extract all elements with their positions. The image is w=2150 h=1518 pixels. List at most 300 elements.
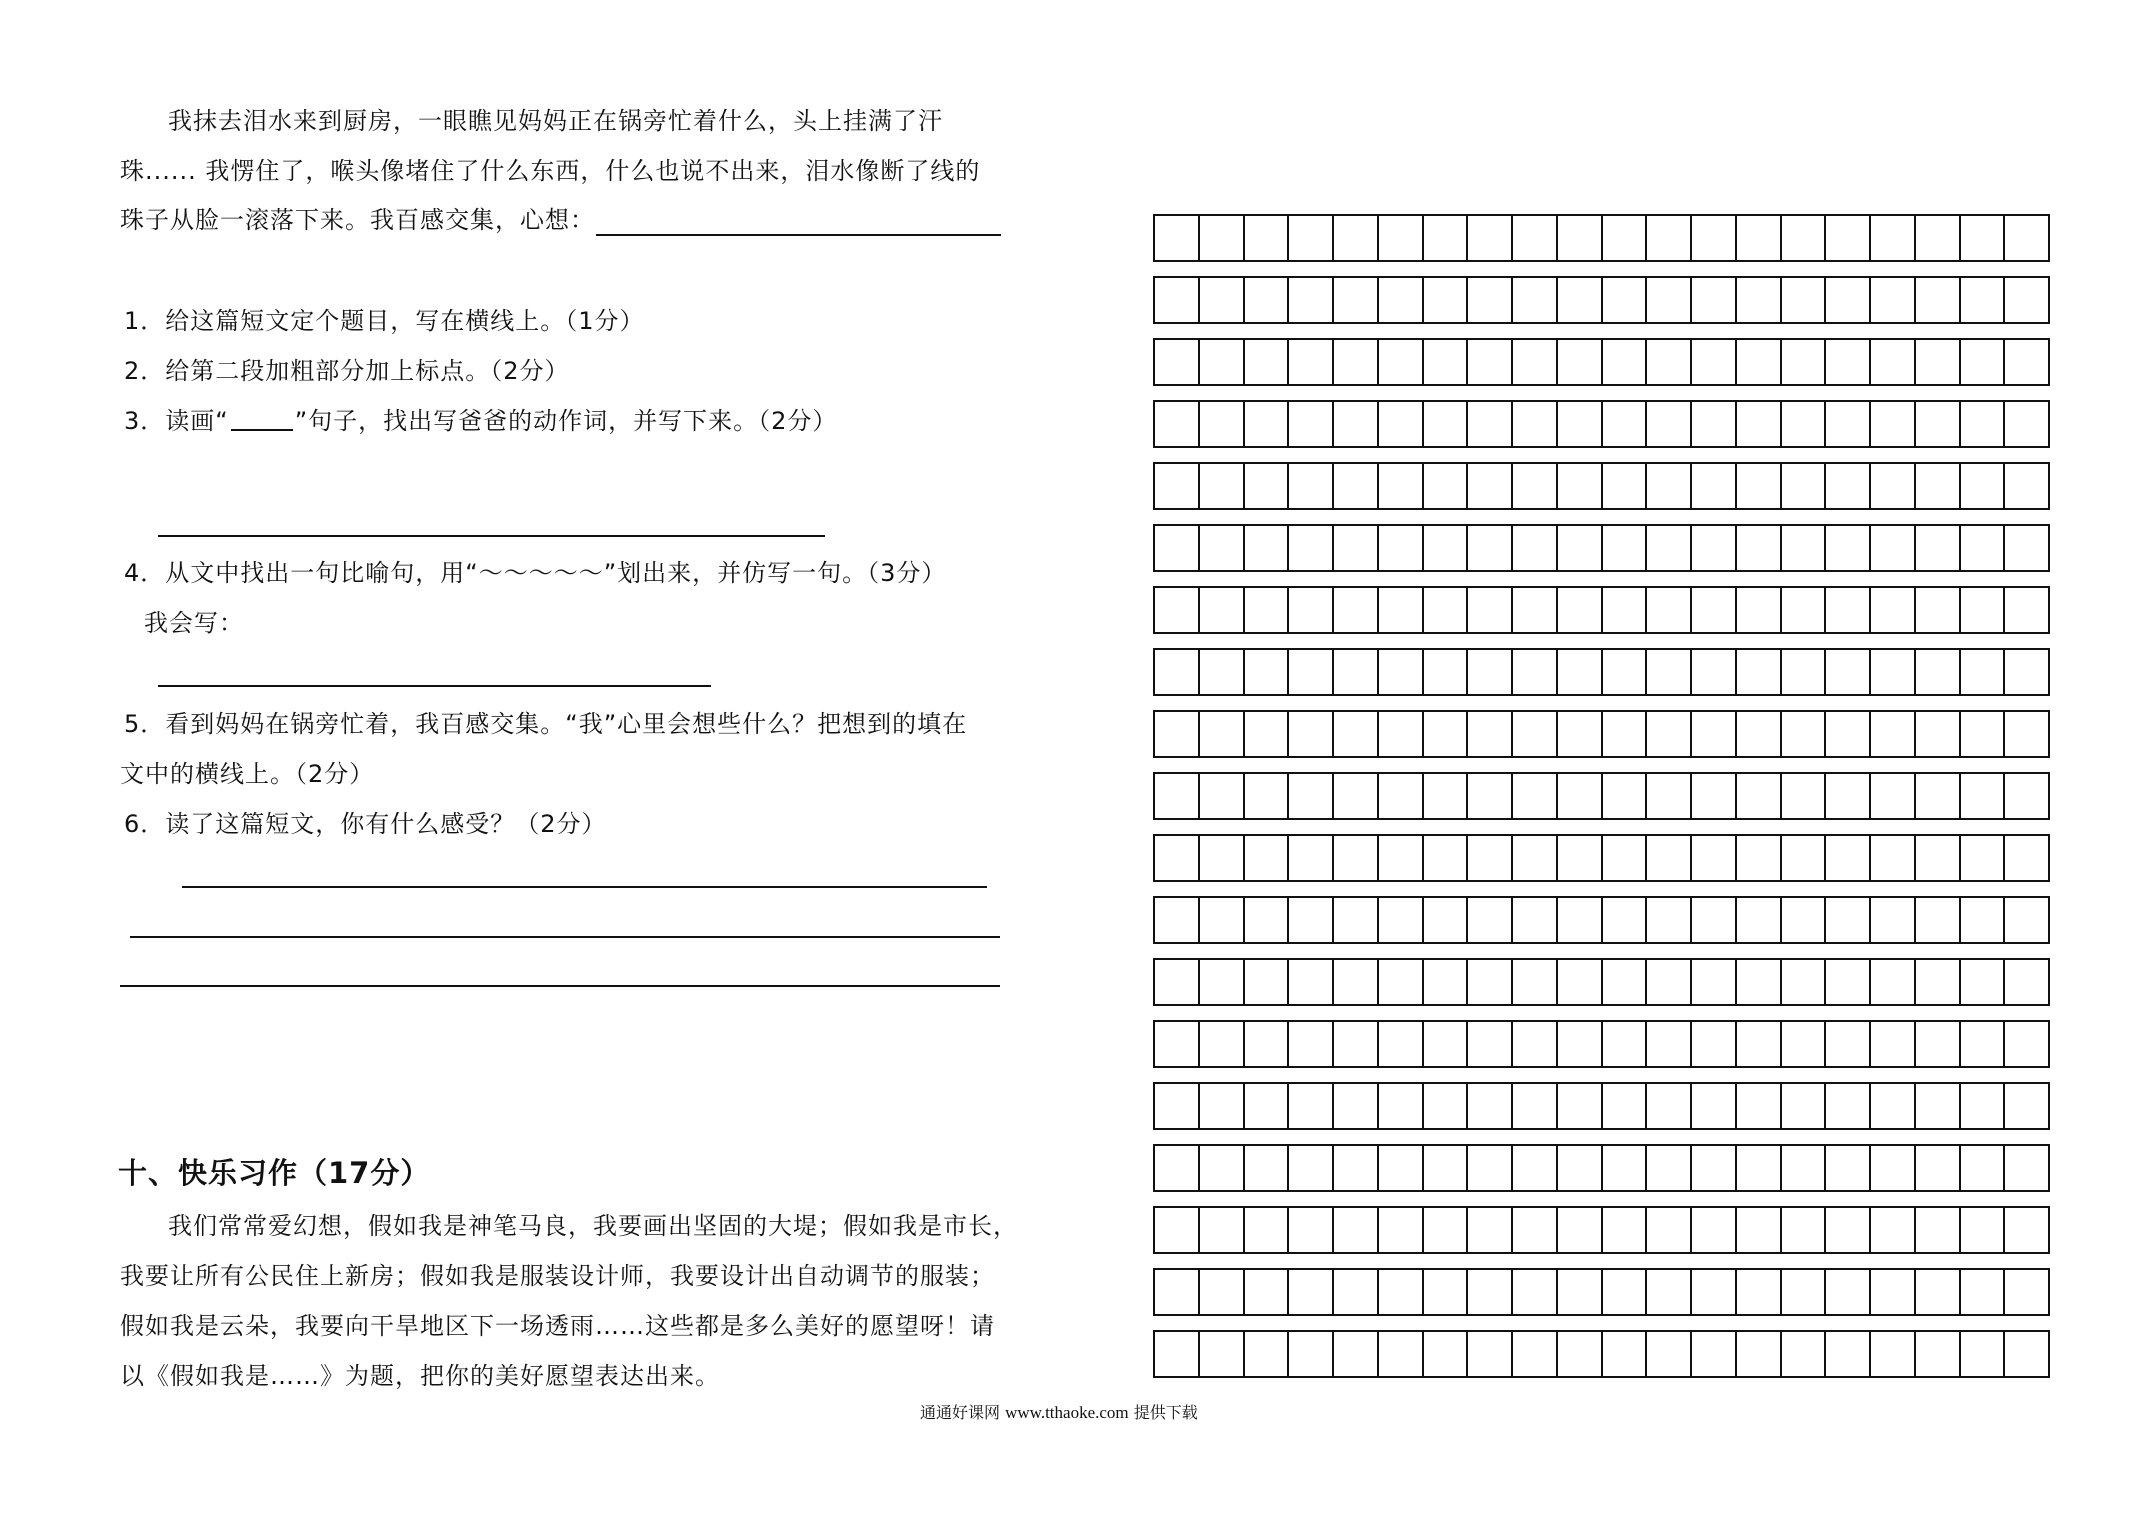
grid-cell[interactable] xyxy=(1558,898,1603,942)
grid-cell[interactable] xyxy=(2005,1270,2048,1314)
grid-cell[interactable] xyxy=(1871,526,1916,570)
grid-cell[interactable] xyxy=(1692,650,1737,694)
grid-cell[interactable] xyxy=(2005,836,2048,880)
grid-cell[interactable] xyxy=(1871,1270,1916,1314)
grid-cell[interactable] xyxy=(1826,774,1871,818)
grid-cell[interactable] xyxy=(2005,898,2048,942)
grid-cell[interactable] xyxy=(1647,712,1692,756)
grid-cell[interactable] xyxy=(1558,1270,1603,1314)
grid-cell[interactable] xyxy=(1513,1270,1558,1314)
grid-cell[interactable] xyxy=(1692,898,1737,942)
grid-cell[interactable] xyxy=(1737,526,1782,570)
grid-cell[interactable] xyxy=(1782,650,1827,694)
grid-cell[interactable] xyxy=(1245,1022,1290,1066)
grid-cell[interactable] xyxy=(1334,1084,1379,1128)
grid-cell[interactable] xyxy=(1558,1332,1603,1376)
grid-cell[interactable] xyxy=(1289,960,1334,1004)
grid-cell[interactable] xyxy=(1424,1084,1469,1128)
grid-cell[interactable] xyxy=(1916,1332,1961,1376)
grid-cell[interactable] xyxy=(1245,712,1290,756)
grid-cell[interactable] xyxy=(1603,1146,1648,1190)
grid-cell[interactable] xyxy=(1155,464,1200,508)
grid-cell[interactable] xyxy=(1379,650,1424,694)
grid-cell[interactable] xyxy=(1424,340,1469,384)
grid-cell[interactable] xyxy=(1468,402,1513,446)
grid-cell[interactable] xyxy=(1647,960,1692,1004)
grid-cell[interactable] xyxy=(1558,1208,1603,1252)
grid-cell[interactable] xyxy=(1826,1270,1871,1314)
grid-cell[interactable] xyxy=(1782,1022,1827,1066)
grid-cell[interactable] xyxy=(1334,402,1379,446)
grid-cell[interactable] xyxy=(1379,1084,1424,1128)
grid-cell[interactable] xyxy=(1782,1208,1827,1252)
grid-cell[interactable] xyxy=(1424,898,1469,942)
grid-cell[interactable] xyxy=(1379,1270,1424,1314)
grid-cell[interactable] xyxy=(1782,402,1827,446)
grid-cell[interactable] xyxy=(1424,402,1469,446)
grid-cell[interactable] xyxy=(1200,960,1245,1004)
grid-cell[interactable] xyxy=(1782,588,1827,632)
grid-cell[interactable] xyxy=(1424,526,1469,570)
grid-cell[interactable] xyxy=(1826,278,1871,322)
grid-cell[interactable] xyxy=(1916,898,1961,942)
grid-cell[interactable] xyxy=(1513,836,1558,880)
grid-cell[interactable] xyxy=(1603,278,1648,322)
grid-cell[interactable] xyxy=(2005,588,2048,632)
grid-cell[interactable] xyxy=(1692,836,1737,880)
grid-cell[interactable] xyxy=(1289,216,1334,260)
grid-cell[interactable] xyxy=(1961,464,2006,508)
grid-cell[interactable] xyxy=(1245,836,1290,880)
grid-cell[interactable] xyxy=(1961,712,2006,756)
grid-cell[interactable] xyxy=(1916,526,1961,570)
grid-cell[interactable] xyxy=(1334,1022,1379,1066)
grid-cell[interactable] xyxy=(1245,1270,1290,1314)
grid-cell[interactable] xyxy=(1424,588,1469,632)
grid-cell[interactable] xyxy=(1424,960,1469,1004)
grid-cell[interactable] xyxy=(1647,1084,1692,1128)
grid-cell[interactable] xyxy=(2005,278,2048,322)
grid-cell[interactable] xyxy=(1513,216,1558,260)
grid-cell[interactable] xyxy=(1513,712,1558,756)
grid-cell[interactable] xyxy=(1647,1022,1692,1066)
grid-cell[interactable] xyxy=(1200,1022,1245,1066)
grid-cell[interactable] xyxy=(1871,340,1916,384)
grid-cell[interactable] xyxy=(1782,464,1827,508)
grid-cell[interactable] xyxy=(1737,464,1782,508)
grid-cell[interactable] xyxy=(1558,402,1603,446)
grid-cell[interactable] xyxy=(1737,216,1782,260)
grid-cell[interactable] xyxy=(1200,340,1245,384)
grid-cell[interactable] xyxy=(1334,960,1379,1004)
grid-cell[interactable] xyxy=(1155,1022,1200,1066)
grid-cell[interactable] xyxy=(1155,1146,1200,1190)
grid-cell[interactable] xyxy=(1379,278,1424,322)
grid-cell[interactable] xyxy=(1871,898,1916,942)
grid-cell[interactable] xyxy=(1737,774,1782,818)
grid-cell[interactable] xyxy=(1782,278,1827,322)
grid-cell[interactable] xyxy=(1334,1146,1379,1190)
grid-cell[interactable] xyxy=(1737,1146,1782,1190)
grid-cell[interactable] xyxy=(1737,402,1782,446)
grid-cell[interactable] xyxy=(1513,402,1558,446)
grid-cell[interactable] xyxy=(1558,1084,1603,1128)
grid-cell[interactable] xyxy=(1782,712,1827,756)
grid-cell[interactable] xyxy=(1647,898,1692,942)
grid-cell[interactable] xyxy=(1737,1332,1782,1376)
grid-cell[interactable] xyxy=(1737,650,1782,694)
grid-cell[interactable] xyxy=(1513,1022,1558,1066)
grid-cell[interactable] xyxy=(1647,464,1692,508)
grid-cell[interactable] xyxy=(1289,1022,1334,1066)
grid-cell[interactable] xyxy=(1155,712,1200,756)
grid-cell[interactable] xyxy=(1200,712,1245,756)
grid-cell[interactable] xyxy=(1334,650,1379,694)
grid-cell[interactable] xyxy=(1692,526,1737,570)
grid-cell[interactable] xyxy=(1558,650,1603,694)
grid-cell[interactable] xyxy=(1782,526,1827,570)
grid-cell[interactable] xyxy=(1558,774,1603,818)
grid-cell[interactable] xyxy=(1782,340,1827,384)
grid-cell[interactable] xyxy=(1782,216,1827,260)
grid-cell[interactable] xyxy=(1334,588,1379,632)
grid-cell[interactable] xyxy=(1513,650,1558,694)
grid-cell[interactable] xyxy=(1468,464,1513,508)
grid-cell[interactable] xyxy=(1916,216,1961,260)
grid-cell[interactable] xyxy=(2005,1208,2048,1252)
grid-cell[interactable] xyxy=(1379,1208,1424,1252)
grid-cell[interactable] xyxy=(1245,464,1290,508)
grid-cell[interactable] xyxy=(1558,588,1603,632)
answer-line-q6-1[interactable] xyxy=(182,886,987,888)
grid-cell[interactable] xyxy=(1245,216,1290,260)
grid-cell[interactable] xyxy=(1871,650,1916,694)
grid-cell[interactable] xyxy=(1871,1208,1916,1252)
grid-cell[interactable] xyxy=(1289,588,1334,632)
grid-cell[interactable] xyxy=(1737,1084,1782,1128)
grid-cell[interactable] xyxy=(1782,960,1827,1004)
grid-cell[interactable] xyxy=(1826,526,1871,570)
grid-cell[interactable] xyxy=(1647,278,1692,322)
grid-cell[interactable] xyxy=(1558,526,1603,570)
grid-cell[interactable] xyxy=(1647,774,1692,818)
grid-cell[interactable] xyxy=(1826,1332,1871,1376)
grid-cell[interactable] xyxy=(1916,1270,1961,1314)
grid-cell[interactable] xyxy=(1961,1332,2006,1376)
grid-cell[interactable] xyxy=(1871,1332,1916,1376)
grid-cell[interactable] xyxy=(1245,650,1290,694)
grid-cell[interactable] xyxy=(2005,960,2048,1004)
grid-cell[interactable] xyxy=(1379,712,1424,756)
grid-cell[interactable] xyxy=(1558,712,1603,756)
grid-cell[interactable] xyxy=(1424,278,1469,322)
grid-cell[interactable] xyxy=(1155,1084,1200,1128)
grid-cell[interactable] xyxy=(1647,588,1692,632)
grid-cell[interactable] xyxy=(1916,960,1961,1004)
grid-cell[interactable] xyxy=(1692,960,1737,1004)
grid-cell[interactable] xyxy=(1961,340,2006,384)
grid-cell[interactable] xyxy=(1155,836,1200,880)
grid-cell[interactable] xyxy=(1379,774,1424,818)
grid-cell[interactable] xyxy=(1379,836,1424,880)
grid-cell[interactable] xyxy=(1379,402,1424,446)
grid-cell[interactable] xyxy=(1961,1270,2006,1314)
grid-cell[interactable] xyxy=(1513,898,1558,942)
grid-cell[interactable] xyxy=(1468,898,1513,942)
grid-cell[interactable] xyxy=(2005,774,2048,818)
grid-cell[interactable] xyxy=(1737,712,1782,756)
grid-cell[interactable] xyxy=(1424,216,1469,260)
grid-cell[interactable] xyxy=(2005,1084,2048,1128)
grid-cell[interactable] xyxy=(1245,960,1290,1004)
grid-cell[interactable] xyxy=(1468,340,1513,384)
grid-cell[interactable] xyxy=(1289,1208,1334,1252)
grid-cell[interactable] xyxy=(1603,1022,1648,1066)
grid-cell[interactable] xyxy=(1603,1208,1648,1252)
grid-cell[interactable] xyxy=(2005,1332,2048,1376)
grid-cell[interactable] xyxy=(1871,216,1916,260)
grid-cell[interactable] xyxy=(1603,588,1648,632)
grid-cell[interactable] xyxy=(1200,1208,1245,1252)
grid-cell[interactable] xyxy=(1245,1084,1290,1128)
answer-line-q6-2[interactable] xyxy=(130,936,1000,938)
grid-cell[interactable] xyxy=(1468,1022,1513,1066)
grid-cell[interactable] xyxy=(2005,464,2048,508)
grid-cell[interactable] xyxy=(1513,1084,1558,1128)
grid-cell[interactable] xyxy=(1737,588,1782,632)
grid-cell[interactable] xyxy=(1245,774,1290,818)
grid-cell[interactable] xyxy=(1245,526,1290,570)
grid-cell[interactable] xyxy=(1379,526,1424,570)
grid-cell[interactable] xyxy=(1603,960,1648,1004)
grid-cell[interactable] xyxy=(1737,960,1782,1004)
grid-cell[interactable] xyxy=(1200,526,1245,570)
grid-cell[interactable] xyxy=(1916,774,1961,818)
grid-cell[interactable] xyxy=(1603,774,1648,818)
grid-cell[interactable] xyxy=(1200,1270,1245,1314)
grid-cell[interactable] xyxy=(1379,898,1424,942)
grid-cell[interactable] xyxy=(1961,774,2006,818)
grid-cell[interactable] xyxy=(1603,836,1648,880)
answer-line-q6-3[interactable] xyxy=(120,985,1000,987)
answer-line-q4[interactable] xyxy=(158,685,711,687)
grid-cell[interactable] xyxy=(1334,464,1379,508)
grid-cell[interactable] xyxy=(2005,402,2048,446)
grid-cell[interactable] xyxy=(1245,278,1290,322)
grid-cell[interactable] xyxy=(1289,1084,1334,1128)
grid-cell[interactable] xyxy=(1647,340,1692,384)
grid-cell[interactable] xyxy=(1871,1022,1916,1066)
grid-cell[interactable] xyxy=(1871,402,1916,446)
grid-cell[interactable] xyxy=(1916,712,1961,756)
grid-cell[interactable] xyxy=(1289,1270,1334,1314)
grid-cell[interactable] xyxy=(1513,278,1558,322)
grid-cell[interactable] xyxy=(1692,402,1737,446)
grid-cell[interactable] xyxy=(1826,464,1871,508)
grid-cell[interactable] xyxy=(1692,1270,1737,1314)
grid-cell[interactable] xyxy=(1155,1270,1200,1314)
grid-cell[interactable] xyxy=(2005,216,2048,260)
grid-cell[interactable] xyxy=(1379,216,1424,260)
grid-cell[interactable] xyxy=(1961,1146,2006,1190)
grid-cell[interactable] xyxy=(1692,340,1737,384)
grid-cell[interactable] xyxy=(1603,898,1648,942)
grid-cell[interactable] xyxy=(1692,1208,1737,1252)
grid-cell[interactable] xyxy=(1513,340,1558,384)
grid-cell[interactable] xyxy=(1155,340,1200,384)
grid-cell[interactable] xyxy=(1379,1022,1424,1066)
grid-cell[interactable] xyxy=(1289,836,1334,880)
grid-cell[interactable] xyxy=(1603,1270,1648,1314)
grid-cell[interactable] xyxy=(1782,836,1827,880)
grid-cell[interactable] xyxy=(1379,340,1424,384)
grid-cell[interactable] xyxy=(1155,588,1200,632)
grid-cell[interactable] xyxy=(1961,1084,2006,1128)
grid-cell[interactable] xyxy=(1692,464,1737,508)
grid-cell[interactable] xyxy=(2005,650,2048,694)
grid-cell[interactable] xyxy=(1558,1022,1603,1066)
footer-site[interactable]: www.tthaoke.com xyxy=(1005,1403,1129,1422)
grid-cell[interactable] xyxy=(1245,898,1290,942)
grid-cell[interactable] xyxy=(1916,1022,1961,1066)
grid-cell[interactable] xyxy=(1200,774,1245,818)
grid-cell[interactable] xyxy=(1289,1146,1334,1190)
grid-cell[interactable] xyxy=(1468,1208,1513,1252)
grid-cell[interactable] xyxy=(2005,1146,2048,1190)
grid-cell[interactable] xyxy=(1334,898,1379,942)
grid-cell[interactable] xyxy=(1379,588,1424,632)
grid-cell[interactable] xyxy=(1692,1332,1737,1376)
grid-cell[interactable] xyxy=(1737,1208,1782,1252)
grid-cell[interactable] xyxy=(1916,464,1961,508)
grid-cell[interactable] xyxy=(1200,1084,1245,1128)
grid-cell[interactable] xyxy=(1424,464,1469,508)
grid-cell[interactable] xyxy=(1468,774,1513,818)
grid-cell[interactable] xyxy=(1289,650,1334,694)
grid-cell[interactable] xyxy=(1916,402,1961,446)
grid-cell[interactable] xyxy=(1379,960,1424,1004)
grid-cell[interactable] xyxy=(1647,650,1692,694)
grid-cell[interactable] xyxy=(1647,526,1692,570)
grid-cell[interactable] xyxy=(1513,960,1558,1004)
grid-cell[interactable] xyxy=(1155,650,1200,694)
grid-cell[interactable] xyxy=(1200,278,1245,322)
grid-cell[interactable] xyxy=(1155,216,1200,260)
grid-cell[interactable] xyxy=(1513,1332,1558,1376)
grid-cell[interactable] xyxy=(1379,464,1424,508)
grid-cell[interactable] xyxy=(1200,1146,1245,1190)
grid-cell[interactable] xyxy=(1289,278,1334,322)
grid-cell[interactable] xyxy=(1871,1146,1916,1190)
grid-cell[interactable] xyxy=(1603,1084,1648,1128)
grid-cell[interactable] xyxy=(1871,588,1916,632)
grid-cell[interactable] xyxy=(1513,464,1558,508)
grid-cell[interactable] xyxy=(1692,1084,1737,1128)
answer-line-passage[interactable] xyxy=(596,234,1001,236)
grid-cell[interactable] xyxy=(1558,960,1603,1004)
grid-cell[interactable] xyxy=(1916,1146,1961,1190)
grid-cell[interactable] xyxy=(1692,1022,1737,1066)
grid-cell[interactable] xyxy=(2005,712,2048,756)
grid-cell[interactable] xyxy=(1826,836,1871,880)
grid-cell[interactable] xyxy=(1424,1208,1469,1252)
grid-cell[interactable] xyxy=(1334,1270,1379,1314)
grid-cell[interactable] xyxy=(1468,1332,1513,1376)
grid-cell[interactable] xyxy=(1424,836,1469,880)
grid-cell[interactable] xyxy=(1871,1084,1916,1128)
grid-cell[interactable] xyxy=(1334,774,1379,818)
grid-cell[interactable] xyxy=(1826,712,1871,756)
grid-cell[interactable] xyxy=(1200,650,1245,694)
grid-cell[interactable] xyxy=(1916,340,1961,384)
grid-cell[interactable] xyxy=(1155,774,1200,818)
grid-cell[interactable] xyxy=(1468,216,1513,260)
grid-cell[interactable] xyxy=(1737,340,1782,384)
grid-cell[interactable] xyxy=(1155,526,1200,570)
grid-cell[interactable] xyxy=(1468,960,1513,1004)
grid-cell[interactable] xyxy=(1961,898,2006,942)
grid-cell[interactable] xyxy=(1871,278,1916,322)
grid-cell[interactable] xyxy=(1424,1022,1469,1066)
grid-cell[interactable] xyxy=(1513,1146,1558,1190)
grid-cell[interactable] xyxy=(1961,278,2006,322)
grid-cell[interactable] xyxy=(1782,1084,1827,1128)
grid-cell[interactable] xyxy=(1826,898,1871,942)
grid-cell[interactable] xyxy=(1245,340,1290,384)
grid-cell[interactable] xyxy=(1245,1332,1290,1376)
grid-cell[interactable] xyxy=(1424,1332,1469,1376)
grid-cell[interactable] xyxy=(1737,1022,1782,1066)
grid-cell[interactable] xyxy=(1692,278,1737,322)
grid-cell[interactable] xyxy=(1468,650,1513,694)
grid-cell[interactable] xyxy=(1961,588,2006,632)
grid-cell[interactable] xyxy=(1558,1146,1603,1190)
grid-cell[interactable] xyxy=(1424,650,1469,694)
grid-cell[interactable] xyxy=(1200,898,1245,942)
grid-cell[interactable] xyxy=(1647,216,1692,260)
grid-cell[interactable] xyxy=(1961,650,2006,694)
grid-cell[interactable] xyxy=(1603,340,1648,384)
grid-cell[interactable] xyxy=(1200,1332,1245,1376)
grid-cell[interactable] xyxy=(1513,774,1558,818)
grid-cell[interactable] xyxy=(1603,1332,1648,1376)
grid-cell[interactable] xyxy=(1334,526,1379,570)
grid-cell[interactable] xyxy=(1826,1084,1871,1128)
grid-cell[interactable] xyxy=(1647,1208,1692,1252)
grid-cell[interactable] xyxy=(1289,526,1334,570)
grid-cell[interactable] xyxy=(1379,1146,1424,1190)
grid-cell[interactable] xyxy=(1603,216,1648,260)
grid-cell[interactable] xyxy=(1468,588,1513,632)
grid-cell[interactable] xyxy=(1289,898,1334,942)
grid-cell[interactable] xyxy=(1916,836,1961,880)
grid-cell[interactable] xyxy=(1737,1270,1782,1314)
grid-cell[interactable] xyxy=(1289,774,1334,818)
grid-cell[interactable] xyxy=(1916,588,1961,632)
grid-cell[interactable] xyxy=(1782,774,1827,818)
grid-cell[interactable] xyxy=(1200,216,1245,260)
grid-cell[interactable] xyxy=(1603,526,1648,570)
grid-cell[interactable] xyxy=(1289,712,1334,756)
grid-cell[interactable] xyxy=(1603,464,1648,508)
grid-cell[interactable] xyxy=(1603,402,1648,446)
grid-cell[interactable] xyxy=(1692,588,1737,632)
grid-cell[interactable] xyxy=(1782,1332,1827,1376)
grid-cell[interactable] xyxy=(1871,712,1916,756)
grid-cell[interactable] xyxy=(1379,1332,1424,1376)
grid-cell[interactable] xyxy=(1155,402,1200,446)
grid-cell[interactable] xyxy=(1334,1208,1379,1252)
